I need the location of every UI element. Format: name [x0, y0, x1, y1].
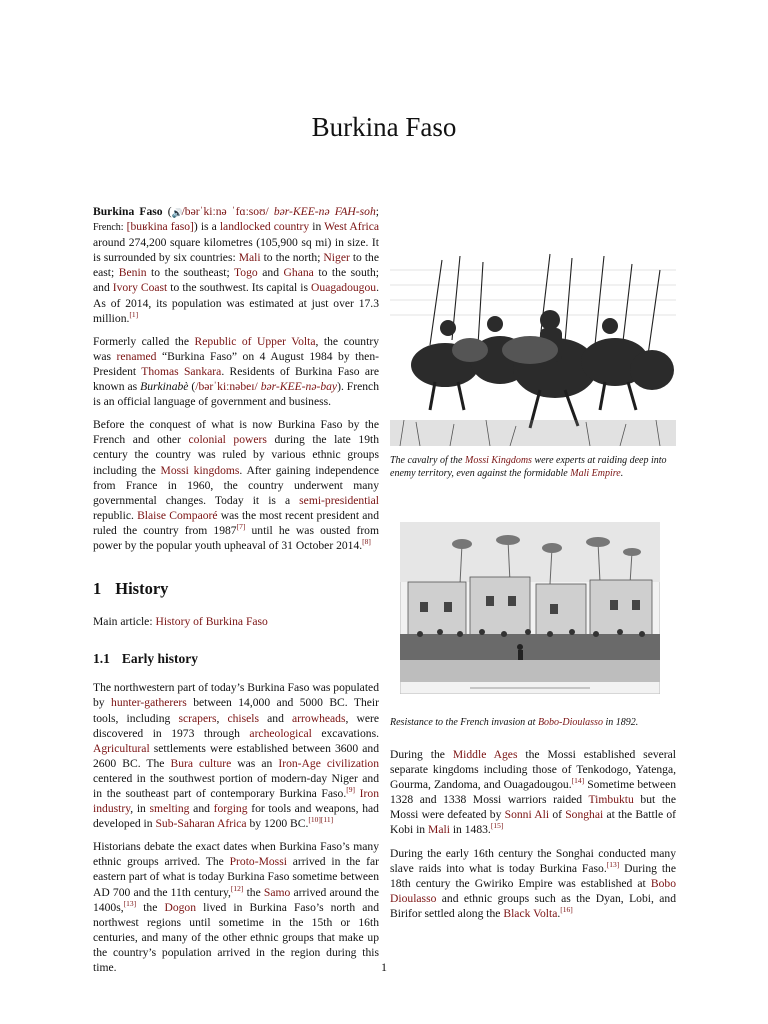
french-ipa-link[interactable]: [buʁkina faso] — [126, 220, 194, 234]
link-hunter-gatherers[interactable]: hunter-gatherers — [111, 696, 187, 710]
link-mossi-kingdoms[interactable]: Mossi kingdoms — [160, 463, 240, 477]
early-history-paragraph-1: The northwestern part of today’s Burkina Faso was populated by hunter-gatherers between 14,000 and 5000 BC. Their tools, including scrapers, chisels and arrowheads, were discovered in 1973 through archeological excavations. Agricultural settlements were established between 3600 and 2600 BC. The Bura culture was an Iron-Age civilization centered in the southwest portion of modern-day Niger and in the southeast part of contemporary Burkina Faso.[9] Iron industry, in smelting and forging for tools and weapons, had developed in Sub-Saharan Africa by 1200 BC.[10][11] — [93, 681, 380, 831]
link-forging[interactable]: forging — [213, 802, 248, 816]
link-bura-culture[interactable]: Bura culture — [170, 756, 232, 770]
speaker-icon[interactable]: 🔊 — [171, 208, 183, 218]
link-colonial-powers[interactable]: colonial powers — [188, 433, 267, 447]
link-dogon[interactable]: Dogon — [164, 900, 197, 914]
page-title: Burkina Faso — [311, 112, 457, 142]
link-iron-industry[interactable]: Iron industry — [93, 787, 379, 816]
link-renamed[interactable]: renamed — [116, 349, 157, 363]
link-west-africa[interactable]: West Africa — [324, 220, 380, 234]
link-samo[interactable]: Samo — [263, 885, 291, 899]
link-thomas-sankara[interactable]: Thomas Sankara — [141, 364, 222, 378]
caption-link-mossi-kingdoms[interactable]: Mossi Kingdoms — [464, 455, 532, 466]
reference-link[interactable]: [8] — [362, 537, 371, 547]
link-proto-mossi[interactable]: Proto-Mossi — [229, 855, 287, 869]
link-niger[interactable]: Niger — [323, 251, 350, 265]
page-number: 1 — [381, 960, 387, 974]
link-ivory-coast[interactable]: Ivory Coast — [112, 281, 168, 295]
early-history-paragraph-2: Historians debate the exact dates when Burkina Faso’s many ethnic groups arrived. The Proto-Mossi arrived in the far eastern part of what is today Burkina Faso sometime between AD 700 and the 11th century,[12] the Samo arrived around the 1400s,[13] the Dogon lived in Burkina Faso’s north and northwest regions until sometime in the 15th or 16th centuries, and many of the other ethnic groups that make up the country’s population arrived in the region during this time. — [93, 840, 379, 975]
main-article-note: Main article: History of Burkina Faso — [93, 615, 268, 629]
link-republic-of-upper-volta[interactable]: Republic of Upper Volta — [194, 334, 316, 348]
link-agricultural[interactable]: Agricultural — [93, 741, 150, 755]
link-black-volta[interactable]: Black Volta — [503, 906, 558, 920]
link-mali-right[interactable]: Mali — [428, 823, 450, 837]
respelling-link[interactable]: bər-KEE-nə FAH-soh — [273, 205, 376, 218]
link-middle-ages[interactable]: Middle Ages — [452, 748, 518, 761]
reference-link[interactable]: [15] — [490, 821, 504, 831]
link-archeological[interactable]: archeological — [249, 726, 312, 740]
link-sub-saharan-africa[interactable]: Sub-Saharan Africa — [155, 817, 247, 831]
section-heading-history: 1 History — [93, 579, 169, 599]
link-semi-presidential[interactable]: semi-presidential — [299, 493, 379, 507]
reference-link[interactable]: [16] — [560, 905, 573, 915]
reference-link[interactable]: [13] — [606, 859, 620, 869]
link-blaise-compaore[interactable]: Blaise Compaoré — [137, 508, 218, 522]
intro-paragraph-2: Formerly called the Republic of Upper Volta, the country was renamed “Burkina Faso” on 4 August 1984 by then-President Thomas Sankara. Residents of Burkina Faso are known as Burkinabè (/bərˈkiːnəbeɪ/ bər-KEE-nə-bay). French is an official language of government and business. — [93, 334, 380, 409]
reference-link[interactable]: [7] — [236, 522, 246, 532]
reference-link[interactable]: [14] — [571, 776, 585, 786]
link-smelting[interactable]: smelting — [149, 802, 190, 816]
reference-link[interactable]: [1] — [129, 309, 139, 319]
intro-paragraph-1: Burkina Faso (🔊/bərˈkiːnə ˈfɑːsoʊ/ bər-KEE-nə FAH-soh; French: [buʁkina faso]) is a landlocked country in West Africa around 274,200 square kilometres (105,900 sq mi) in size. It is surrounded by six countries: Mali to the north; Niger to the east; Benin to the southeast; Togo and Ghana to the south; and Ivory Coast to the southwest. Its capital is Ouagadougou. As of 2014, its population was estimated at just over 17.3 million.[1] — [93, 205, 380, 325]
ipa-link-demonym[interactable]: /bərˈkiːnəbeɪ/ — [195, 380, 258, 394]
middle-ages-paragraph: During the Middle Ages the Mossi established several separate kingdoms including those of Tenkodogo, Yatenga, Gourma, Zandoma, and Ouagadougou.[14] Sometime between 1328 and 1338 Mossi warriors raided Timbuktu but the Mossi were defeated by Sonni Ali of Songhai at the Battle of Kobi in Mali in 1483.[15] — [390, 748, 677, 837]
reference-link[interactable]: [10][11] — [308, 815, 334, 825]
link-landlocked-country[interactable]: landlocked country — [219, 220, 310, 234]
right-column — [390, 250, 676, 929]
link-history-of-burkina-faso[interactable]: History of Burkina Faso — [155, 615, 268, 629]
link-mali[interactable]: Mali — [238, 251, 261, 265]
article-subject: Burkina Faso — [93, 205, 163, 218]
engraving-bobo-dioulasso-image — [400, 522, 660, 694]
caption-link-mali-empire[interactable]: Mali Empire — [570, 468, 621, 479]
caption-link-bobo-dioulasso[interactable]: Bobo-Dioulasso — [537, 717, 603, 728]
left-column — [93, 204, 379, 983]
figure-caption-bobo-dioulasso: Resistance to the French invasion at Bobo-Dioulasso in 1892. — [390, 717, 639, 728]
figure-mossi-cavalry — [390, 250, 676, 480]
link-arrowheads[interactable]: arrowheads — [292, 711, 346, 725]
reference-link[interactable]: [12] — [230, 883, 244, 893]
figure-caption-mossi-cavalry: The cavalry of the Mossi Kingdoms were experts at raiding deep into enemy territory, even against the formidable Mali Empire. — [390, 455, 667, 479]
link-scrapers[interactable]: scrapers — [178, 711, 217, 725]
subsection-heading-early-history: 1.1 Early history — [93, 651, 198, 667]
link-iron-age-civilization[interactable]: Iron-Age civilization — [278, 756, 380, 770]
link-ghana[interactable]: Ghana — [283, 266, 314, 280]
link-bobo-dioulasso[interactable]: Bobo Dioulasso — [390, 876, 676, 905]
intro-paragraph-3: Before the conquest of what is now Burkina Faso by the French and other colonial powers during the late 19th century the country was ruled by various ethnic groups including the Mossi kingdoms. After gaining independence from France in 1960, the country underwent many governmental changes. Today it is a semi-presidential republic. Blaise Compaoré was the most recent president and ruled the country from 1987[7] until he was ousted from power by the popular youth upheaval of 31 October 2014.[8] — [93, 418, 380, 552]
link-chisels[interactable]: chisels — [227, 711, 260, 725]
link-sonni-ali[interactable]: Sonni Ali — [504, 808, 550, 822]
ipa-link[interactable]: /bərˈkiːnə ˈfɑːsoʊ/ — [181, 205, 269, 218]
link-timbuktu[interactable]: Timbuktu — [588, 793, 634, 807]
respelling-link-demonym[interactable]: bər-KEE-nə-bay — [260, 380, 338, 394]
engraving-mossi-cavalry-image — [390, 250, 676, 446]
figure-bobo-dioulasso — [390, 522, 676, 729]
link-togo[interactable]: Togo — [234, 266, 258, 280]
reference-link[interactable]: [13] — [123, 898, 137, 908]
link-songhai[interactable]: Songhai — [565, 808, 604, 822]
reference-link[interactable]: [9] — [346, 785, 355, 795]
sixteenth-century-paragraph: During the early 16th century the Songhai conducted many slave raids into what is today Burkina Faso.[13] During the 18th century the Gwiriko Empire was established at Bobo Dioulasso and ethnic groups such as the Dyan, Lobi, and Birifor settled along the Black Volta.[16] — [390, 846, 676, 920]
link-benin[interactable]: Benin — [118, 266, 147, 280]
link-ouagadougou[interactable]: Ouagadougou — [311, 281, 377, 295]
french-label: French: — [93, 222, 124, 234]
